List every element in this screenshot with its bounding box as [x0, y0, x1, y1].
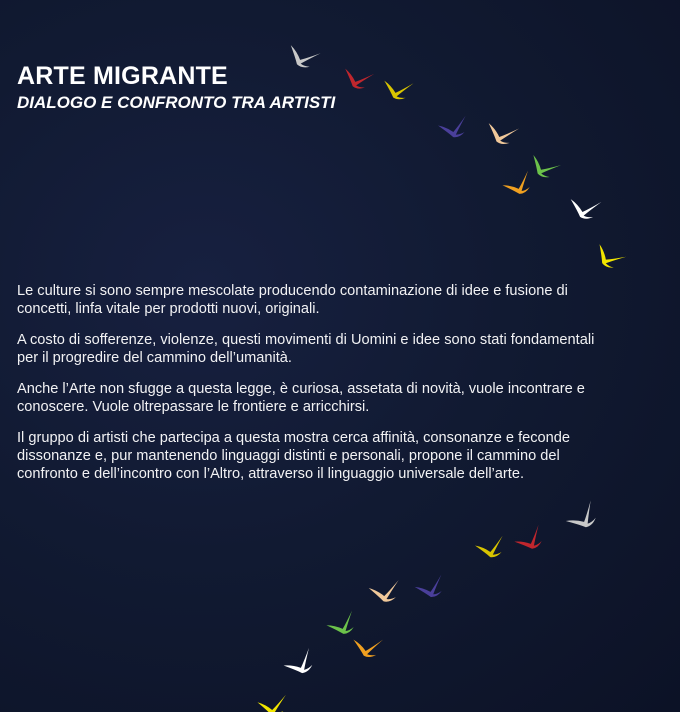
flying-bird-icon [501, 171, 535, 199]
paragraph-3: Anche l’Arte non sfugge a questa legge, è curiosa, assetata di novità, vuole incontrare e conoscere. Vuole oltrepassare le frontiere e arricchirsi. [17, 381, 585, 415]
flying-bird-icon [325, 611, 359, 639]
paragraph-2: A costo di sofferenze, violenze, questi movimenti di Uomini e idee sono stati fondamentali per il progredire del cammino dell’umanità. [17, 332, 595, 366]
page-subtitle: DIALOGO E CONFRONTO TRA ARTISTI [17, 93, 336, 112]
flying-bird-icon [257, 695, 288, 712]
flying-bird-icon [284, 40, 320, 71]
paragraph-1: Le culture si sono sempre mescolate producendo contaminazione di idee e fusione di concetti, linfa vitale per prodotti nuovi, originali. [17, 283, 568, 317]
flying-bird-icon [437, 116, 469, 140]
paragraph-4: Il gruppo di artisti che partecipa a questa mostra cerca affinità, consonanze e feconde dissonanze e, pur mantenendo linguaggi distinti e personali, propone il cammino del confronto e dell’incontro con l’Altro, attraverso il linguaggio universale dell’arte. [17, 430, 571, 482]
flying-bird-icon [340, 64, 374, 92]
flying-bird-icon [281, 648, 317, 679]
flying-bird-icon [474, 536, 506, 560]
flying-bird-icon [526, 151, 561, 182]
flying-bird-icon [351, 635, 383, 659]
flying-bird-icon [567, 194, 602, 222]
page-title: ARTE MIGRANTE [17, 62, 228, 90]
flying-bird-icon [413, 575, 446, 601]
flying-bird-icon [512, 525, 547, 555]
flying-bird-icon [591, 240, 626, 273]
flying-bird-icon [381, 76, 414, 102]
flying-bird-icon [483, 118, 519, 148]
flying-bird-icon [368, 580, 400, 603]
flying-bird-icon [563, 500, 601, 535]
